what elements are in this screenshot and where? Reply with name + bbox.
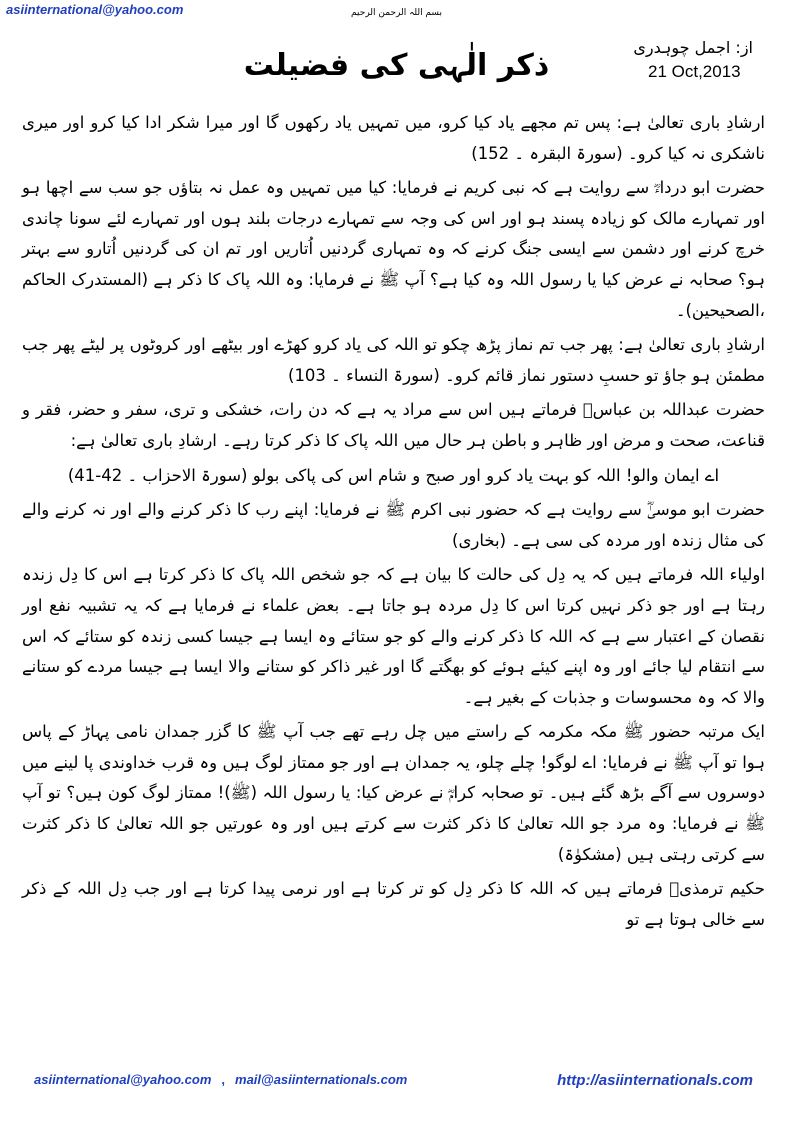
- footer-emails: [34, 1072, 407, 1087]
- bismillah-heading: بسم اللہ الرحمن الرحیم: [351, 8, 442, 18]
- header-email-link[interactable]: asiinternational@yahoo.com: [6, 2, 184, 17]
- paragraph-quran-baqarah: ارشادِ باری تعالیٰ ہے: پس تم مجھے یاد کیا کرو، میں تمہیں یاد رکھوں گا اور میرا شکر ادا کیا کرو اور میری ناشکری نہ کیا کرو۔ (سورۃ البقرہ ۔ 152): [22, 113, 765, 163]
- publish-date: 21 Oct,2013: [648, 62, 741, 81]
- article-body: [22, 108, 765, 939]
- paragraph-quran-ahzab: اے ایمان والو! اللہ کو بہت یاد کرو اور صبح و شام اس کی پاکی بولو (سورۃ الاحزاب ۔ 42-41): [67, 465, 720, 485]
- paragraph-ibn-abbas: حضرت عبداللہ بن عباسؓ فرماتے ہیں اس سے مراد یہ ہے کہ دن رات، خشکی و تری، سفر و حضر، فقر و قناعت، صحت و مرض اور ظاہر و باطن ہر حال میں اللہ پاک کا ذکر کرتا رہے۔ ارشادِ باری تعالیٰ ہے:: [22, 400, 765, 450]
- paragraph-hadith-abu-musa: حضرت ابو موسیٰؓ سے روایت ہے کہ حضور نبی اکرم ﷺ نے فرمایا: اپنے رب کا ذکر کرنے والے اور نہ کرنے والے کی مثال زندہ اور مردہ کی سی ہے۔ (بخاری): [22, 500, 765, 550]
- paragraph-hadith-abu-darda: حضرت ابو درداءؓ سے روایت ہے کہ نبی کریم نے فرمایا: کیا میں تمہیں وہ عمل نہ بتاؤں جو سب سے اچھا ہو اور تمہارے مالک کو زیادہ پسند ہو اور اس کی وجہ سے تمہارے درجات بلند ہوں اور تمہارے لئے سونا چاندی خرچ کرنے اور دشمن سے ایسی جنگ کرنے کہ وہ تمہاری گردنیں اُتاریں اور تم ان کی گردنیں اُتارو سے بہتر ہو؟ صحابہ نے عرض کیا یا رسول اللہ وہ کیا ہے؟ آپ ﷺ نے فرمایا: وہ اللہ پاک کا ذکر ہے (المستدرک الحاکم ،الصحیحین)۔: [22, 178, 765, 320]
- paragraph-auliya: اولیاء اللہ فرماتے ہیں کہ یہ دِل کی حالت کا بیان ہے کہ جو شخص اللہ پاک کا ذکر کرتا ہے اس کا دِل زندہ رہتا ہے اور جو ذکر نہیں کرتا اس کا دِل مردہ ہو جاتا ہے۔ بعض علماء نے فرمایا ہے کہ یہ تشبیہ نفع اور نقصان کے اعتبار سے ہے کہ اللہ کا ذکر کرنے والے کو جو ستائے وہ ایسا ہے جیسا کسی زندہ کو ستائے کہ اس سے انتقام لیا جائے اور وہ اپنے کیئے ہوئے کو بھگتے گا اور غیر ذاکر کو ستانے والا ایسا ہے جیسا مردے کو ستانے والا کہ وہ محسوسات و جذبات کے بغیر ہے۔: [22, 565, 765, 707]
- footer: [0, 1072, 793, 1094]
- footer-email-mail-link[interactable]: mail@asiinternationals.com: [235, 1072, 408, 1087]
- page-title: ذکر الٰہی کی فضیلت: [243, 48, 550, 83]
- footer-separator: ,: [221, 1072, 226, 1087]
- author-line: از: اجمل چوہدری: [633, 38, 753, 57]
- paragraph-quran-nisa: ارشادِ باری تعالیٰ ہے: پھر جب تم نماز پڑھ چکو تو اللہ کی یاد کرو کھڑے اور بیٹھے اور کروٹوں پر لیٹے پھر جب مطمئن ہو جاؤ تو حسبِ دستور نماز قائم کرو۔ (سورۃ النساء ۔ 103): [22, 335, 765, 385]
- footer-website-link[interactable]: http://asiinternationals.com: [557, 1072, 753, 1089]
- paragraph-jumdan: ایک مرتبہ حضور ﷺ مکہ مکرمہ کے راستے میں چل رہے تھے جب آپ ﷺ کا گزر جمدان نامی پہاڑ کے پاس ہوا تو آپ ﷺ نے فرمایا: اے لوگو! چلے چلو، یہ جمدان ہے اور جو ممتاز لوگ ہیں وہ قرب خداوندی پا لینے میں دوسروں سے آگے بڑھ گئے ہیں۔ تو صحابہ کرامؓ نے عرض کیا: یا رسول اللہ (ﷺ)! ممتاز لوگ کون ہیں؟ تو آپ ﷺ نے فرمایا: وہ مرد جو اللہ تعالیٰ کا ذکر کثرت سے کرتے ہیں اور وہ عورتیں جو اللہ تعالیٰ کا ذکر کثرت سے کرتی رہتی ہیں (مشکوٰۃ): [22, 722, 765, 864]
- footer-email-yahoo-link[interactable]: asiinternational@yahoo.com: [34, 1072, 212, 1087]
- paragraph-tirmidhi: حکیم ترمذیؒ فرماتے ہیں کہ اللہ کا ذکر دِل کو تر کرتا ہے اور نرمی پیدا کرتا ہے اور جب دِل اللہ کے ذکر سے خالی ہوتا ہے تو: [22, 879, 765, 929]
